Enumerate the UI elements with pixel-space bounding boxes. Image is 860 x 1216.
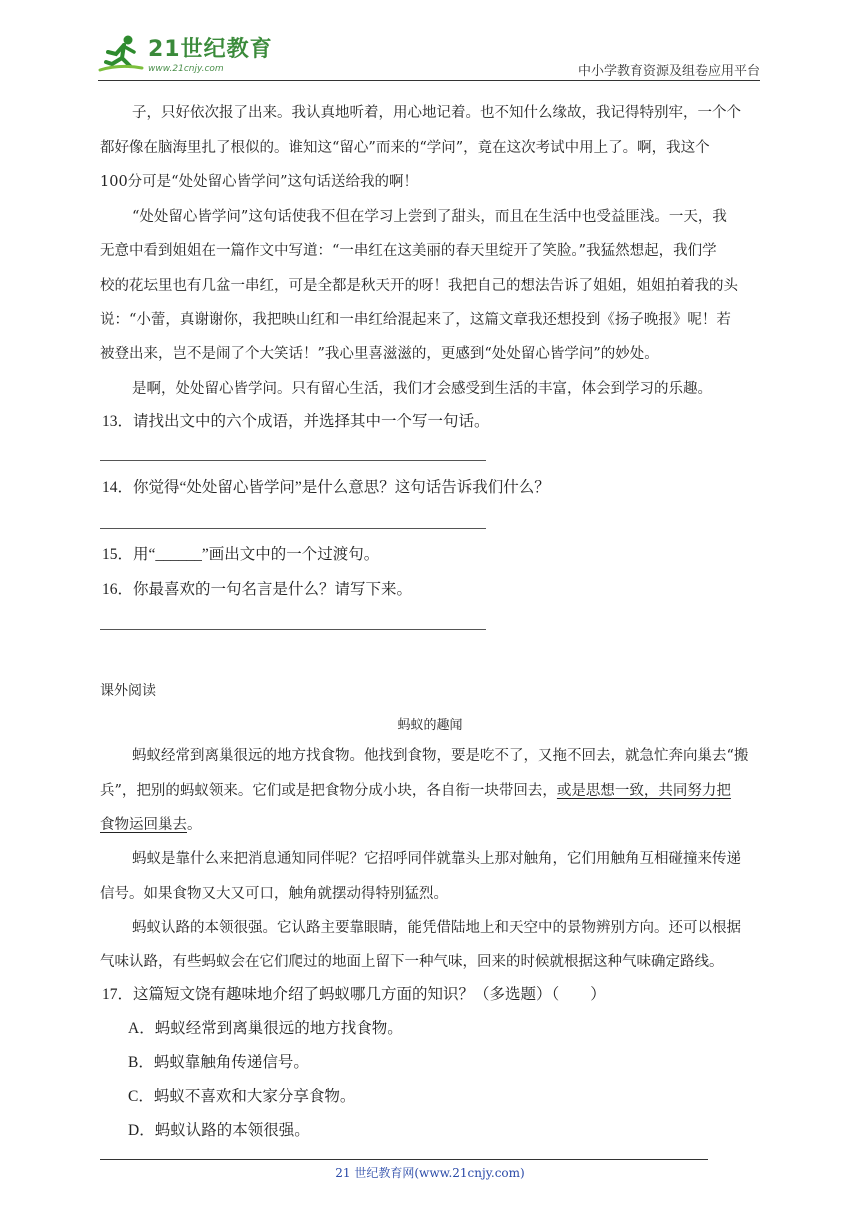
passage-line xyxy=(100,815,202,835)
question-17: 17．这篇短文饶有趣味地介绍了蚂蚁哪几方面的知识？（多选题）（ ） xyxy=(102,986,606,1003)
passage-line: 子，只好依次报了出来。我认真地听着，用心地记着。也不知什么缘故，我记得特别牢，一个个 xyxy=(132,105,741,121)
section-label: 课外阅读 xyxy=(100,683,156,699)
passage-line: 蚂蚁经常到离巢很远的地方找食物。他找到食物，要是吃不了，又拖不回去，就急忙奔向巢去“搬 xyxy=(132,748,749,764)
header-divider xyxy=(98,80,760,81)
underlined-sentence: 食物运回巢去 xyxy=(100,817,187,833)
passage-line: 说：“小蕾，真谢谢你，我把映山红和一串红给混起来了，这篇文章我还想投到《扬子晚报》呢！若 xyxy=(100,312,731,328)
passage-line: 无意中看到姐姐在一篇作文中写道：“一串红在这美丽的春天里绽开了笑脸。”我猛然想起，我们学 xyxy=(100,243,717,259)
passage-line: 气味认路，有些蚂蚁会在它们爬过的地面上留下一种气味，回来的时候就根据这种气味确定路线。 xyxy=(100,954,724,970)
passage-line: “处处留心皆学问”这句话使我不但在学习上尝到了甜头，而且在生活中也受益匪浅。一天，我 xyxy=(132,209,727,225)
underlined-sentence: 或是思想一致，共同努力把 xyxy=(556,783,731,799)
passage-line: 是啊，处处留心皆学问。只有留心生活，我们才会感受到生活的丰富，体会到学习的乐趣。 xyxy=(132,381,712,397)
site-logo xyxy=(98,34,273,76)
passage-line: 蚂蚁认路的本领很强。它认路主要靠眼睛，能凭借陆地上和天空中的景物辨别方向。还可以根据 xyxy=(132,920,741,936)
option-c[interactable]: C．蚂蚁不喜欢和大家分享食物。 xyxy=(128,1088,356,1105)
passage-text: 兵”，把别的蚂蚁领来。它们或是把食物分成小块，各自衔一块带回去， xyxy=(100,783,557,799)
passage-line: 都好像在脑海里扎了根似的。谁知这“留心”而来的“学问”，竟在这次考试中用上了。啊，我这个 xyxy=(100,140,710,156)
answer-line-14[interactable] xyxy=(100,528,486,529)
passage-title: 蚂蚁的趣闻 xyxy=(397,718,463,733)
answer-line-16[interactable] xyxy=(100,629,486,630)
platform-name: 中小学教育资源及组卷应用平台 xyxy=(577,64,760,79)
passage-line: 校的花坛里也有几盆一串红，可是全都是秋天开的呀！我把自己的想法告诉了姐姐，姐姐拍着我的头 xyxy=(100,278,738,294)
option-b[interactable]: B．蚂蚁靠触角传递信号。 xyxy=(128,1054,309,1071)
passage-line: 被登出来，岂不是闹了个大笑话！”我心里喜滋滋的，更感到“处处留心皆学问”的妙处。 xyxy=(100,346,659,362)
option-d[interactable]: D．蚂蚁认路的本领很强。 xyxy=(128,1122,310,1139)
running-figure-logo-icon xyxy=(98,34,144,74)
passage-line: 信号。如果食物又大又可口，触角就摆动得特别猛烈。 xyxy=(100,886,448,902)
footer-text: 21 世纪教育网(www.21cnjy.com) xyxy=(335,1166,525,1180)
question-13: 13．请找出文中的六个成语，并选择其中一个写一句话。 xyxy=(102,413,490,430)
logo-url: www.21cnjy.com xyxy=(148,64,224,74)
question-16: 16．你最喜欢的一句名言是什么？请写下来。 xyxy=(102,581,413,598)
question-15: 15．用“______”画出文中的一个过渡句。 xyxy=(102,546,380,563)
passage-line: 100分可是“处处留心皆学问”这句话送给我的啊！ xyxy=(100,174,418,190)
passage-text: 。 xyxy=(187,817,202,833)
page-header xyxy=(98,30,760,82)
option-a[interactable]: A．蚂蚁经常到离巢很远的地方找食物。 xyxy=(128,1020,403,1037)
answer-line-13[interactable] xyxy=(100,460,486,461)
logo-title: 21世纪教育 xyxy=(148,37,273,62)
footer-divider xyxy=(100,1159,708,1160)
question-14: 14．你觉得“处处留心皆学问”是什么意思？这句话告诉我们什么？ xyxy=(102,479,550,496)
passage-line xyxy=(100,781,731,801)
passage-line: 蚂蚁是靠什么来把消息通知同伴呢？它招呼同伴就靠头上那对触角，它们用触角互相碰撞来传递 xyxy=(132,851,741,867)
